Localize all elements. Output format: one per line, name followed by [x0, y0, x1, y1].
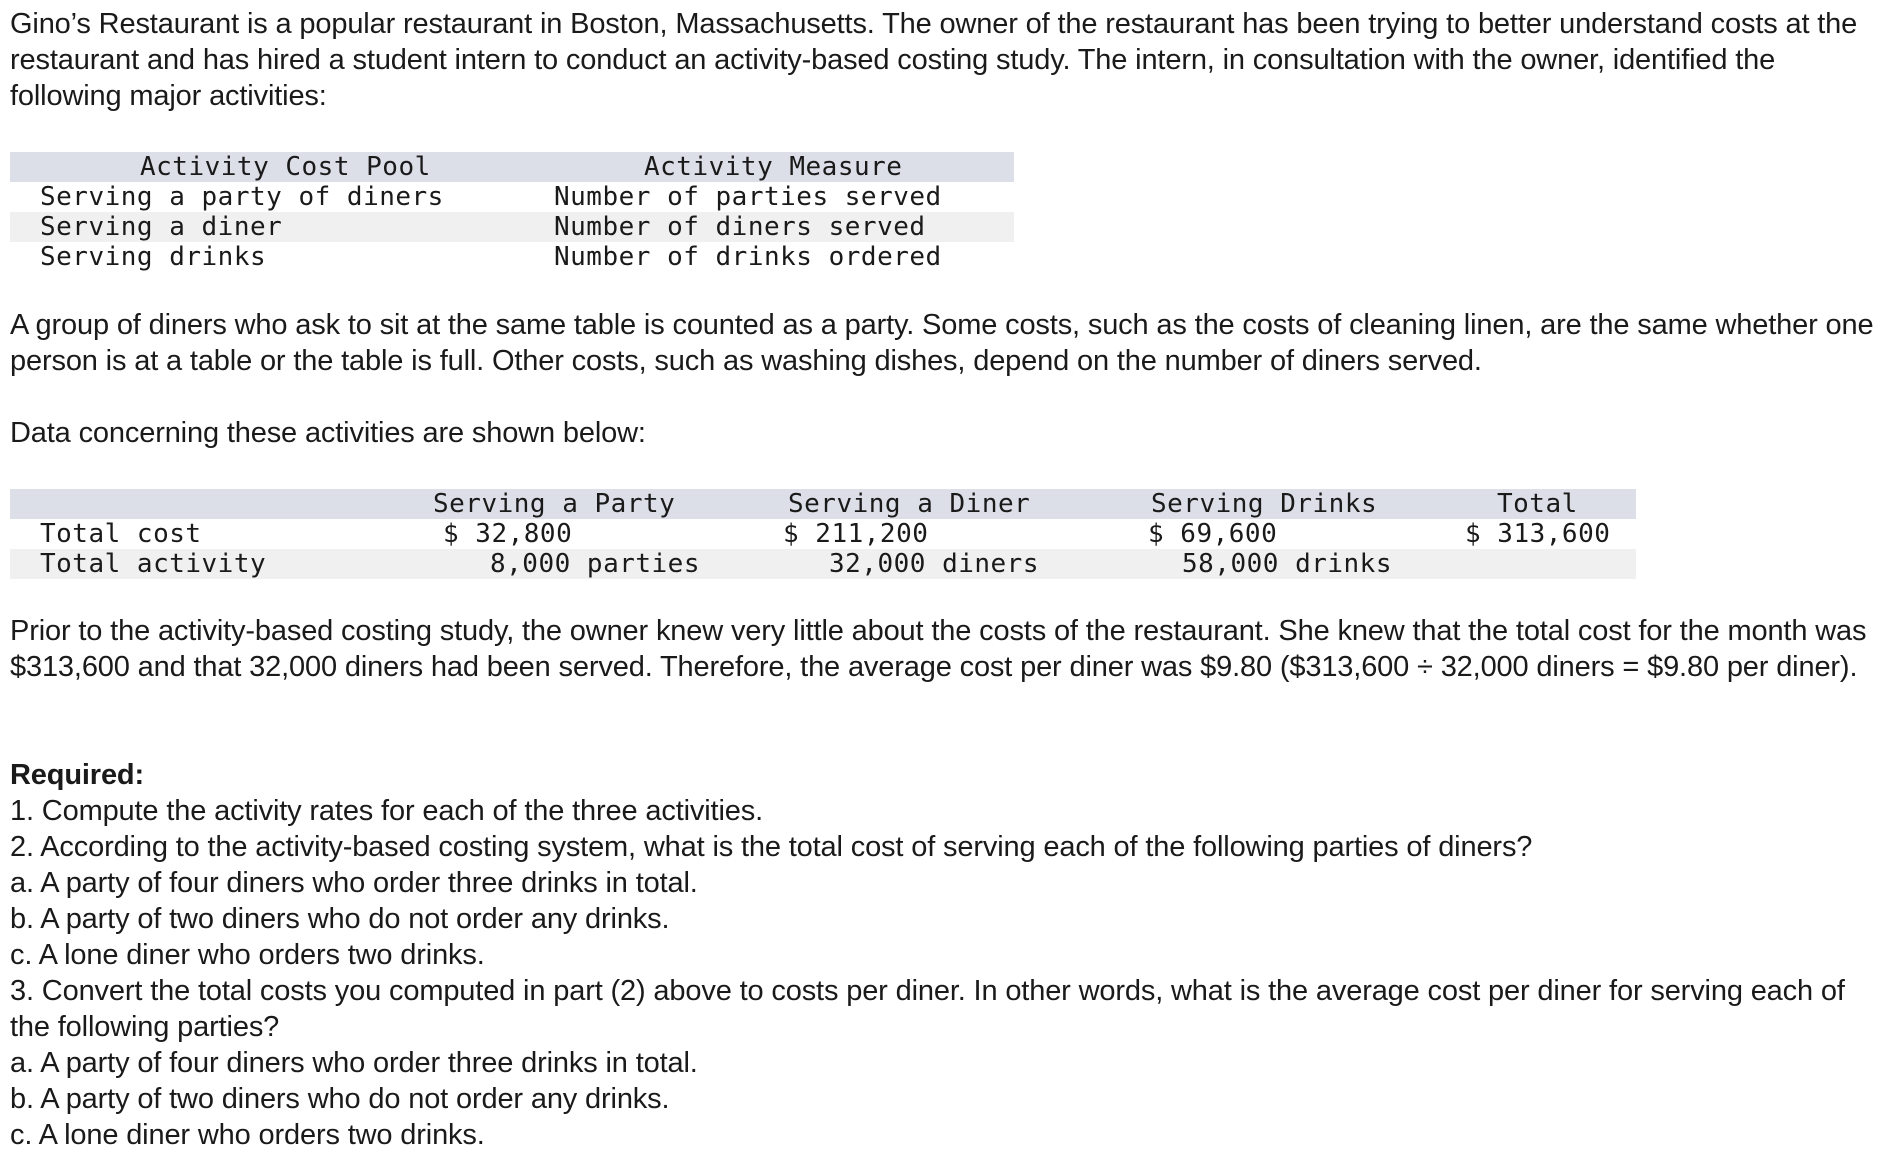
header-serving-diner: Serving a Diner [788, 489, 1031, 519]
table-row [10, 549, 1636, 579]
cost-drinks-cell: $ 69,600 [1148, 519, 1278, 549]
measure-cell: Number of drinks ordered [554, 242, 942, 272]
question-3-item: c. A lone diner who orders two drinks. [10, 1119, 485, 1151]
question-2-item: c. A lone diner who orders two drinks. [10, 939, 485, 971]
table-row [10, 212, 1014, 242]
header-activity-cost-pool: Activity Cost Pool [140, 152, 431, 182]
question-3: 3. Convert the total costs you computed in part (2) above to costs per diner. In other words, what is the average cost per diner for serving each of the following parties? [10, 975, 1845, 1043]
cost-pool-cell: Serving a diner [40, 212, 283, 242]
row-label: Total activity [40, 549, 267, 579]
question-3-item: b. A party of two diners who do not order any drinks. [10, 1083, 670, 1115]
table-row [10, 182, 1014, 212]
data-intro-paragraph: Data concerning these activities are shown below: [10, 417, 646, 449]
header-serving-party: Serving a Party [433, 489, 676, 519]
activity-table [10, 152, 1014, 272]
header-activity-measure: Activity Measure [644, 152, 903, 182]
required-section [10, 757, 1870, 1153]
question-3-item: a. A party of four diners who order three drinks in total. [10, 1047, 698, 1079]
question-2-item: b. A party of two diners who do not order any drinks. [10, 903, 670, 935]
question-2: 2. According to the activity-based costing system, what is the total cost of serving each of the following parties of diners? [10, 831, 1533, 863]
question-1: 1. Compute the activity rates for each of the three activities. [10, 795, 763, 827]
cost-total-cell: $ 313,600 [1465, 519, 1611, 549]
activity-drinks-cell: 58,000 drinks [1182, 549, 1392, 579]
question-2-item: a. A party of four diners who order three drinks in total. [10, 867, 698, 899]
row-label: Total cost [40, 519, 202, 549]
party-note-paragraph: A group of diners who ask to sit at the same table is counted as a party. Some costs, such as the costs of cleaning linen, are the same whether one person is at a table or the table is full. Other costs, such as washing dishes, depend on the number of diners served. [10, 309, 1874, 377]
activity-table-header [10, 152, 1014, 182]
activity-diner-cell: 32,000 diners [829, 549, 1039, 579]
table-row [10, 519, 1636, 549]
measure-cell: Number of parties served [554, 182, 942, 212]
cost-diner-cell: $ 211,200 [783, 519, 929, 549]
required-title: Required: [10, 759, 144, 791]
data-table-header [10, 489, 1636, 519]
activity-party-cell: 8,000 parties [490, 549, 700, 579]
cost-pool-cell: Serving drinks [40, 242, 267, 272]
cost-pool-cell: Serving a party of diners [40, 182, 444, 212]
activity-data-table [10, 489, 1636, 579]
prior-note-paragraph: Prior to the activity-based costing study, the owner knew very little about the costs of the restaurant. She knew that the total cost for the month was $313,600 and that 32,000 diners had been served. Therefore, the average cost per diner was $9.80 ($313,600 ÷ 32,000 diners = $9.80 per diner). [10, 615, 1867, 683]
table-row [10, 242, 1014, 272]
intro-paragraph: Gino’s Restaurant is a popular restaurant in Boston, Massachusetts. The owner of the restaurant has been trying to better understand costs at the restaurant and has hired a student intern to conduct an activity-based costing study. The intern, in consultation with the owner, identified the following major activities: [10, 8, 1858, 112]
header-total: Total [1497, 489, 1578, 519]
measure-cell: Number of diners served [554, 212, 926, 242]
header-serving-drinks: Serving Drinks [1151, 489, 1378, 519]
cost-party-cell: $ 32,800 [443, 519, 573, 549]
